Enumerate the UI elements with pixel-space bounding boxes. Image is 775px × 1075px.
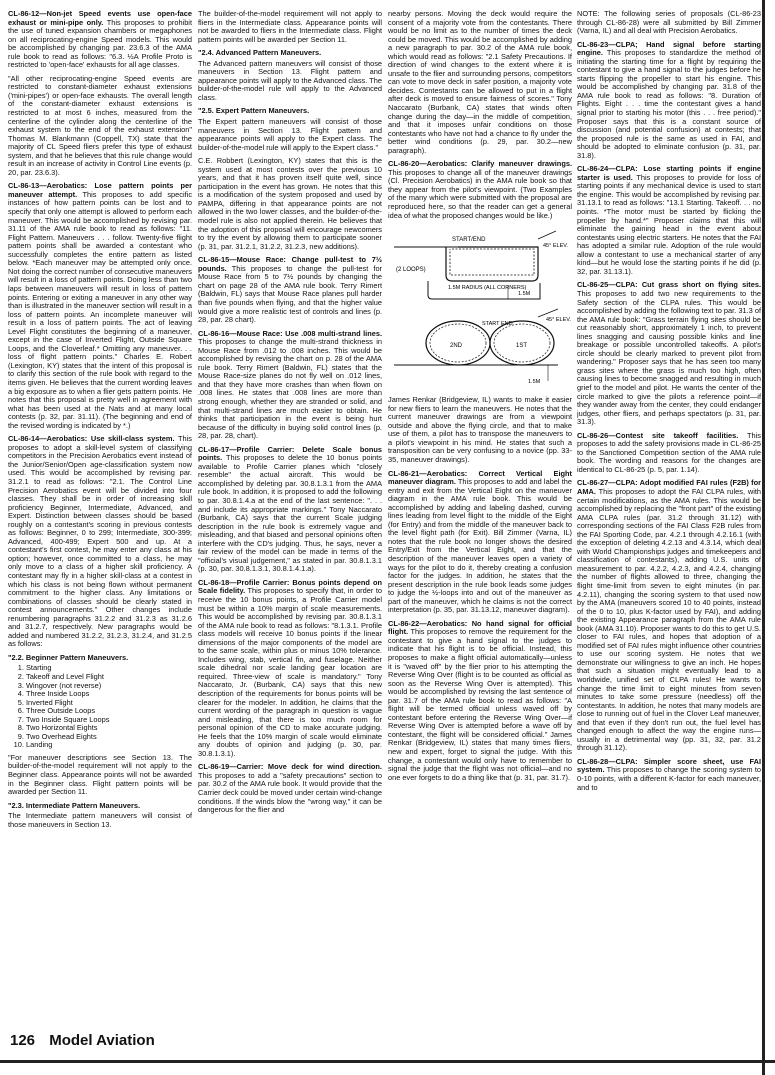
label-second: 2ND bbox=[450, 343, 463, 350]
proposal-heading: CL-86-14—Aerobatics: Use skill-class system. bbox=[8, 434, 175, 444]
body-paragraph bbox=[388, 10, 572, 155]
paragraph-text: This proposes to standardize the method of initiating the starting time for a flight by requiring the contestant to give a hand signal to the judges before he starts flipping the propeller to start his engine. This would be accomplished by changing par. 31.8 of the AMA rule book to read as follows: "8. Duration of Flights. Eight . . . time the contestant gives a hand signal prior to starting his motor (this . . . free period)." Proposer says that this is a constant source of discussion (and potential confusion) at contests; that the proposed rule is the same as used in FAI, and should be adopted to eliminate confusion (p. 31, par. 31.8). bbox=[577, 48, 761, 160]
label-start: START END bbox=[482, 321, 513, 328]
paragraph-text: The Advanced pattern maneuvers will consist of those maneuvers in Section 13. Flight pattern and appearance points will apply to the Advanced class. The builder-of-the-model rule will apply to the Advanced class. bbox=[198, 58, 382, 102]
label-first: 1ST bbox=[516, 343, 528, 350]
magazine-title: Model Aviation bbox=[49, 1032, 155, 1049]
proposal-heading: CL-86-19—Carrier: Move deck for wind direction. bbox=[198, 762, 382, 772]
column-4 bbox=[577, 10, 761, 1020]
maneuver-list bbox=[8, 664, 192, 749]
proposal-heading: CL-86-25—CLPA: Cut grass short on flying sites. bbox=[577, 280, 761, 290]
maneuver-list-item: 10. Landing bbox=[26, 741, 192, 750]
proposal-paragraph bbox=[577, 758, 761, 792]
paragraph-text: "All other reciprocating-engine Speed events are restricted to constant-diameter exhaust extensions ('mini-pipes') or open-face exhausts. The overall length of the constant-diameter exhaust extensions is restricted to at most 6 inches, measured from the centerline of the cylinder along the centerline of the exhaust system to the end of the exhaust extension" Thomas M. Blankmann (Coppell, TX) state that the majority of CL Speed fliers prefer this type of exhaust system, and that he believes that this rule change would result in an increase of activity in Control Line events (p. 20, par. 23.6.3). bbox=[8, 73, 192, 177]
paragraph-text: This proposes to change all of the maneuver drawings (Cl. Precision Aerobatics) in the AMA rule book so that they appear from the pilot's viewpoint. (Two Examples of the many which were submitted with the proposal are reproduced here, so that the reader can get a general idea of what the proposed changes would be like.) bbox=[388, 167, 572, 220]
label-lsm-top: 1.5M bbox=[518, 291, 531, 298]
maneuver-list-item: 6. Three Outside Loops bbox=[26, 707, 192, 716]
proposal-heading: CL-86-18—Profile Carrier: Bonus points depend on Scale fidelity. bbox=[198, 577, 382, 596]
paragraph-text: This proposes to adopt a skill-level system of classifying competitors in the Precision Aerobatics event instead of the Junior/Senior/Open age-classification system now used. This would be accomplished by revising par. 31.2.1 to read as follows: "2.1. The Control Line Precision Aerobatics event will be divided into four classes. They shall be in order of increasing skill proficiency Beginner, Intermediate, Advanced, and Expert. Distinction between classes should be based roughly on a contestant's scoring in previous contests as follows: Beginner, 0 to 299; Intermediate, 300-399; Advanced, 400-499; Expert 500 and up. At a contestant's first contest, he may enter any class at his option; however, once committed to a class, he may only move to a class of a higher skill proficiency. A contestant may fly in a higher skill-class at a contest in which his class is not being flown without permanent commitment to the higher class. Any limitations or combinations of classes should be clearly stated in contest announcements." Other changes include renumbering paragraphs 31.2.2 and 31.2.3 as 31.2.6 and 31.2.7, respectively. New paragraphs would be added and numbered 31.2.2, 31.2.3, 31.2.4, and 31.2.5 as follows: bbox=[8, 434, 192, 649]
paragraph-text: The builder-of-the-model requirement will not apply to fliers in the Intermediate class. Appearance points will not be awarded to fliers in the Intermediate class. Flight pattern points will be awarded per Section 11. bbox=[198, 10, 382, 44]
page-edge-bottom bbox=[0, 1060, 775, 1063]
body-paragraph bbox=[198, 10, 382, 44]
proposal-heading: CL-86-27—CLPA: Adopt modified FAI rules (F2B) for AMA. bbox=[577, 478, 761, 496]
proposal-paragraph bbox=[8, 10, 192, 70]
paragraph-text: This proposes to change the scoring system to 0-10 points, with a different K-factor for each maneuver, and to bbox=[577, 765, 761, 792]
proposal-paragraph bbox=[8, 182, 192, 430]
proposal-paragraph bbox=[198, 256, 382, 324]
paragraph-text: This proposes to add specific instances of how pattern points can be lost and to specify that only one attempt is allowed to perform each maneuver. This would be accomplished by revising par. 31.11 of the AMA rule book to read as follows: "11. Flight Pattern. Maneuvers . . . follow. Twenty-five flight pattern points shall be awarded a contestant who successfully completes the entire pattern as listed below. *Each maneuver may be attempted only once. Not doing the correct number of consecutive maneuvers will result in a loss of pattern points. Doing less than two laps between maneuvers will result in loss of pattern points. Entering or exiting a maneuver in any other way than is illustrated in the maneuver section will result in a loss of pattern points. An incomplete maneuver will result in a loss of pattern points. The act of leaving Level Flight constitutes the beginning of a maneuver, except in the case of Inverted Flight, Outside Square Loops, and the Cloverleaf.* Omitting any maneuver. . . loss of flight pattern points." Charles E. Robert (Lexington, KY) states that the intent of this proposal is to clarify this section of the rule book with regard to the items given. He believes that the current wording leaves a big exposure as to when a flier gets pattern points. He notes that this proposal is pretty well in agreement with what has been used at the Nats and at many local contests (p. 32, par. 31.11). (The beginning and end of the revised wording is indicated by *.) bbox=[8, 189, 192, 430]
proposal-heading: CL-86-21—Aerobatics: Correct Vertical Eight maneuver diagram. bbox=[388, 468, 572, 487]
paragraph-text: NOTE: The following series of proposals (CL-86-23 through CL-86-28) were all submitted by Bill Zimmer (Varna, IL) and all deal with Precision Aerobatics. bbox=[577, 10, 761, 36]
elev-line-bottom bbox=[538, 309, 558, 317]
maneuver-list-item: 1. Starting bbox=[26, 664, 192, 673]
section-subheading: "2.3. Intermediate Pattern Maneuvers. bbox=[8, 800, 141, 810]
proposal-heading: CL-86-28—CLPA: Simpler score sheet, use FAI system. bbox=[577, 756, 761, 775]
proposal-heading: CL-86-13—Aerobatics: Lose pattern points per maneuver attempt. bbox=[8, 181, 192, 199]
page-footer bbox=[10, 1032, 155, 1049]
body-paragraph bbox=[8, 75, 192, 178]
proposal-heading: CL-86-23—CLPA; Hand signal before starting engine. bbox=[577, 39, 761, 58]
paragraph-text: This proposes to add a "safety precautions" section to par. 30.2 of the AMA rule book. It would provide that the Carrier deck could be moved under certain wind-change conditions. If the winds blow the "wrong way," it can be dangerous for the flier and bbox=[198, 770, 382, 815]
proposal-paragraph bbox=[198, 763, 382, 814]
paragraph-text: James Renkar (Bridgeview, IL) wants to make it easier for new fliers to learn the maneuvers. He notes that the current maneuver drawings are from a viewpoint outside and above the flying circle, and that to make use of them, a pilot has to transpose the maneuvers to a pilot's viewpoint in his mind. He states that such a transposition can be very confusing to a novice (pp. 33-35, maneuver drawings). bbox=[388, 395, 572, 464]
paragraph-text: This proposes to add the safety provisions made in CL-86-25 to the Sanctioned Competition section of the AMA rule book. The wording and reasons for the changes are identical to CL-86-25 (p. 5, par. 1.14). bbox=[577, 430, 761, 474]
paragraph-text: This proposes to change the multi-strand thickness in Mouse Race from .012 to .008 inches. This would be accomplished by revising the chart on p. 28 of the AMA rule book. Terry Rimert (Baldwin, FL) states that the Mouse Race-size planes do not fly well on .012 lines, and that they have more crashes than when flown on .008 lines. He states that .008 lines are more than strong enough, whether they are stranded or solid, and that multi-strand lines are much easier to obtain. He thinks that participation in the event is being hurt because of the difficulty in buying solid control lines (p. 28, par. 28, chart). bbox=[198, 337, 382, 441]
paragraph-text: This proposes to delete the 10 bonus points available to Profile Carrier planes which "closely resemble" the actual aircraft. This would be accomplished by deleting par. 30.8.1.3.1 from the AMA rule book. In addition, it is proposed to add the following to par. 30.8.1.4.a at the end of the last sentence: ". . . and include its appropriate markings." Tony Naccarato (Burbank, CA) says that the current Scale judging description in the rule book is extremely vague and misleading, and that biased and personal opinions often interfere with the CD's judging. Thus, he says, never a fair review of the model can be made in terms of the "official's visual judgement," as stated in par. 30.8.1.3.1 (p. 30, par. 30.8.1.3.1, 30.8.1.4.1.a). bbox=[198, 453, 382, 574]
paragraph-text: This proposes to specify that, in order to receive the 10 bonus points, a Profile Carrier model must be within a 10% margin of scale measurements. This would be accomplished by revising par. 30.8.1.3.1 of the AMA rule book to read as follows: "8.1.3.1. Profile class models will receive 10 bonus points if the linear dimensions of the major components of the model are to the same scale, within plus or minus 10% tolerance. Includes wing, stab, vertical fin, and fuselage. Neither scale dihedral nor scale landing gear location are required. Three-view of scale is mandatory." Tony Naccarato, Jr. (Burbank, CA) says that this new description of the requirements for bonus points will be clearer for the modeler. In addition, he claims that the current wording of the paragraph in question is vague and misleading, that there is too much room for personal opinion of the CD to make accurate judging. He feels that the 10% margin of scale would eliminate any doubts of opinion and judging (p. 30, par. 30.8.1.3.1). bbox=[198, 586, 382, 758]
proposal-paragraph bbox=[577, 41, 761, 161]
maneuver-list-item: 8. Two Horizontal Eights bbox=[26, 724, 192, 733]
proposal-heading: CL-86-15—Mouse Race: Change pull-test to 7½ pounds. bbox=[198, 255, 382, 273]
body-paragraph bbox=[577, 10, 761, 36]
proposal-paragraph bbox=[577, 281, 761, 426]
proposal-heading: CL-86-17—Profile Carrier: Delete Scale bonus points. bbox=[198, 444, 382, 463]
maneuver-diagram-svg bbox=[388, 225, 572, 390]
proposal-heading: CL-86-24—CLPA: Lose starting points if engine starter is used. bbox=[577, 164, 761, 182]
column-2 bbox=[198, 10, 382, 1020]
maneuver-diagram bbox=[388, 225, 572, 390]
proposal-heading: CL-86-12—Non-jet Speed events use open-face exhaust or mini-pipe only. bbox=[8, 10, 192, 27]
label-loops: (2 LOOPS) bbox=[396, 267, 426, 274]
column-3 bbox=[388, 10, 572, 1020]
body-paragraph bbox=[8, 754, 192, 797]
paragraph-text: This proposes to add and label the entry and exit from the Vertical Eight on the maneuver diagram in the AMA rule book. This would be accomplished by adding and labeling dashed, curving lines leading from level flight to the middle of the Eight (for Entry) and from the middle of the maneuver back to the level flight path (for Exit). Bill Zimmer (Varna, IL) notes that the rule book no longer shows the desired Entry/Exit from the Vertical Eight, and that the description of the maneuver leaves open a variety of ways for the pilot to do it, thereby creating a confusion factor for the judges. In addition, he states that the present description in the rule book leads some judges to judge the ½-loops into and out of the maneuver as part of the maneuver, which he claims is not the correct interpretation (p. 35, par. 31.13.12, maneuver diagram). bbox=[388, 477, 572, 615]
body-paragraph bbox=[198, 118, 382, 152]
paragraph-text: "For maneuver descriptions see Section 13. The builder-of-the-model requirement will not apply to the Beginner class. Appearance points will not be awarded in the Beginner class. Flight pattern points will be awarded per Section 11. bbox=[8, 752, 192, 797]
page-number: 126 bbox=[10, 1032, 36, 1049]
column-1 bbox=[8, 10, 192, 1020]
body-paragraph bbox=[198, 60, 382, 103]
proposal-paragraph bbox=[388, 160, 572, 220]
proposal-paragraph bbox=[577, 479, 761, 753]
proposal-paragraph bbox=[577, 165, 761, 276]
proposal-paragraph bbox=[8, 435, 192, 649]
paragraph-text: This proposes to change the pull-test for Mouse Race from 5 to 7½ pounds by changing the chart on page 28 of the AMA rule book. Terry Rimert (Baldwin, FL) says that Mouse Race planes pull harder than five pounds when flying, and that the higher value would give a more realistic test of controls and lines (p. 28, par. 28 chart). bbox=[198, 263, 382, 325]
label-elev-top: 45° ELEV. bbox=[543, 243, 568, 250]
body-paragraph bbox=[8, 812, 192, 829]
elev-line-top bbox=[538, 231, 556, 239]
proposal-paragraph bbox=[198, 446, 382, 574]
proposal-heading: CL-86-20—Aerobatics: Clarify maneuver drawings. bbox=[388, 159, 572, 169]
proposal-paragraph bbox=[198, 579, 382, 758]
body-paragraph bbox=[198, 157, 382, 251]
proposal-heading: CL-86-22—Aerobatics: No hand signal for official flight. bbox=[388, 618, 572, 637]
paragraph-text: The Intermediate pattern maneuvers will consist of those maneuvers in Section 13. bbox=[8, 811, 192, 829]
paragraph-text: This proposes to provide for loss of starting points if any mechanical device is used to start the engine. This would be accomplished by revising par. 31.13.1 to read as follows: "13.1 Starting. Takeoff. . . no points. *The motor must be started by flicking the propeller by hand.*" Proposer claims that this will eliminate the gaining head in the event about contestants using electric starters. He notes that the FAI has adopted a similar rule. Adoption of the rule would allow a contestant to use a mechanical starter of any kind—but he would lose the starting points if he did (p. 32, par. 31.13.1). bbox=[577, 172, 761, 276]
maneuver-list-item: 3. Wingover (not reverse) bbox=[26, 682, 192, 691]
proposal-paragraph bbox=[388, 620, 572, 782]
label-lsm-bottom: 1.5M bbox=[528, 379, 541, 386]
proposal-paragraph bbox=[198, 330, 382, 441]
label-radius: 1.5M RADIUS (ALL CORNERS) bbox=[448, 285, 527, 292]
paragraph-text: The Expert pattern maneuvers will consist of those maneuvers in Section 13. Flight pattern and appearance points will apply to the Expert class. The builder-of-the-model rule will apply to the Expert class." bbox=[198, 117, 382, 152]
maneuver-list-item: 7. Two Inside Square Loops bbox=[26, 716, 192, 725]
square-loop-outer bbox=[446, 247, 538, 281]
paragraph-text: C.E. Robbert (Lexington, KY) states that this is the system used at most contests over the previous 10 years, and that it has proven itself quite well, since participation in the event has grown. He notes that this is a modification of the system proposed and used by PAMPA, differing in that appearance points are not allowed in the two lower classes, and the builder-of-the-model rule is also not applied therein. He believes that the adoption of this proposal will encourage newcomers to try the event by allowing them to participate sooner (p. 31, par. 31.2.1, 31.2.2, 31.2.3, new additions). bbox=[198, 156, 382, 251]
label-start-end: START/END bbox=[452, 237, 486, 244]
paragraph-text: This proposes to add two new requirements to the Safety section of the CLPA rules. This would be accomplished by adding the following text to par. 31.3 of the AMA rule book: "Grass terrain flying sites should be cut reasonably short, approximately 1 inch, to prevent lines snagging and causing possible kinks and line breakage or possible uncontrolled takeoffs. A pilot's circle should be clearly marked to prevent pilot from wandering." Proposer says that he has seen too many grass sites where the grass is much too high, often causing lines to become snagged and resulting in much grief to the model and pilot. He wants the center of the circle marked to give the pilots a reference point—if they wander away from the center, they could endanger judges, other fliers, and perhaps spectators (p. 31, par. 31.3). bbox=[577, 288, 761, 427]
paragraph-text: This proposes to adopt the FAI CLPA rules, with certain modifications, as the AMA rules. This would be accomplished by replacing the "front part" of the existing AMA CLPA rules (par. 31.2 through 31.12) with corresponding sections of the FAI Class F2B rules from the FAI Sporting Code, par. 4.2.1 through 4.2.16.1 (with the exception of deleting 4.2.13 and 4.3.14, which deal with World Championships judges and timekeepers and classification of contestants), adding U.S. units of measurement to par. 4.2.2, 4.2.3, and 4.2.4, changing the number of flights allowed to three, changing the flight time-limit from seven to eight minutes (in par. 4.2.11), changing the scoring system to that used now by the AMA (maneuvers scored 10 to 40 points, instead of the 0 to 10, plus K-factor used by FAI), and adding the existing Appearance paragraph from the AMA rule book (AMA 31.10). Proposer wants to do this to get U.S. closer to FAI rules, and hopes that adoption of a modified set of FAI rules might influence other countries to use our scoring system. He notes that we demonstrate our willingness to give an inch. He hopes that such a situation might eventually lead to a worldwide, unified set of CLPA rules! He wants to change the time limit to eight minutes from seven minutes to take some pressure (needless) off the contestants. In addition, he notes that many models are close to running out of fuel in the Clover Leaf maneuver, and that even if they don't run out, the fuel level has changed enough to affect the way the engine runs—usually in a detrimental way (pp. 31, 32, par. 31.2 through 31.12). bbox=[577, 486, 761, 753]
proposal-paragraph bbox=[577, 432, 761, 475]
section-subheading: "2.4. Advanced Pattern Maneuvers. bbox=[198, 48, 322, 58]
maneuver-list-item: 2. Takeoff and Level Flight bbox=[26, 673, 192, 682]
maneuver-list-item: 5. Inverted Flight bbox=[26, 699, 192, 708]
section-subheading: "2.5. Expert Pattern Maneuvers. bbox=[198, 106, 310, 116]
section-subheading: "2.2. Beginner Pattern Maneuvers. bbox=[8, 652, 129, 662]
maneuver-list-item: 4. Three Inside Loops bbox=[26, 690, 192, 699]
maneuver-list-item: 9. Two Overhead Eights bbox=[26, 733, 192, 742]
proposal-heading: CL-86-26—Contest site takeoff facilities. bbox=[577, 430, 739, 440]
paragraph-text: This proposes to remove the requirement for the contestant to give a hand signal to the judges to indicate that his flight is to be official. Instead, this proposes to make a flight official automatically—unless it is "waved off" by the flier prior to his attempting the Reverse Wing Over (flight is to be counted as official as soon as the Reverse Wing Over is attempted). This would be accomplished by revising the last sentence of par. 31.7 of the AMA rule book to read as follows: "A flight will be termed official unless waved off by contestant before entering the Reverse Wing Over—if Reverse Wing Over is attempted before a wave off by contestant, the flight will be considered official." James Renkar (Bridgeview, IL) states that many times fliers, new and expert, forget to signal the judge. With this change, a contestant would only have to remember to signal the judge that the flight was not official—and no one ever forgets to do a thing like that (p. 31, par. 31.7). bbox=[388, 627, 572, 782]
proposal-heading: CL-86-16—Mouse Race: Use .008 multi-strand lines. bbox=[198, 328, 382, 338]
page-edge-right bbox=[762, 0, 765, 1075]
square-loop-inner bbox=[450, 249, 534, 275]
body-paragraph bbox=[388, 396, 572, 464]
paragraph-text: nearby persons. Moving the deck would require the consent of a majority vote from the contestants. There would be no limit as to the number of times the deck could be moved. This would be accomplished by adding a new paragraph to par. 30.2 of the AMA rule book, which would read as follows: "2.1 Safety Precautions. If direction of wind changes to the extent where it is unsafe to the flier and surrounding persons, competitors can vote to move deck in safer position, a majority vote decides. Contestants can be allowed to put in a flight after deck is moved to ensure fairness of scores." Tony Naccarato (Burbank, CA) states that winds often change during the day—in the middle of competition, and that it imposes unfair conditions on those contestants who have not had a chance to fly under the better wind conditions (p. 29, par. 30.2—new paragraph). bbox=[388, 10, 572, 155]
label-elev-bottom: 45° ELEV. bbox=[546, 317, 571, 324]
proposal-paragraph bbox=[388, 470, 572, 615]
paragraph-text: This proposes to prohibit the use of tuned expansion chambers or megaphones on all reciprocating-engine Speed models. This would be accomplished by changing par. 23.6.3 of the AMA rule book to read as follows: "6.3. ½A Profile Proto is restricted to 'open-face' exhausts for all age classes. bbox=[8, 17, 192, 70]
